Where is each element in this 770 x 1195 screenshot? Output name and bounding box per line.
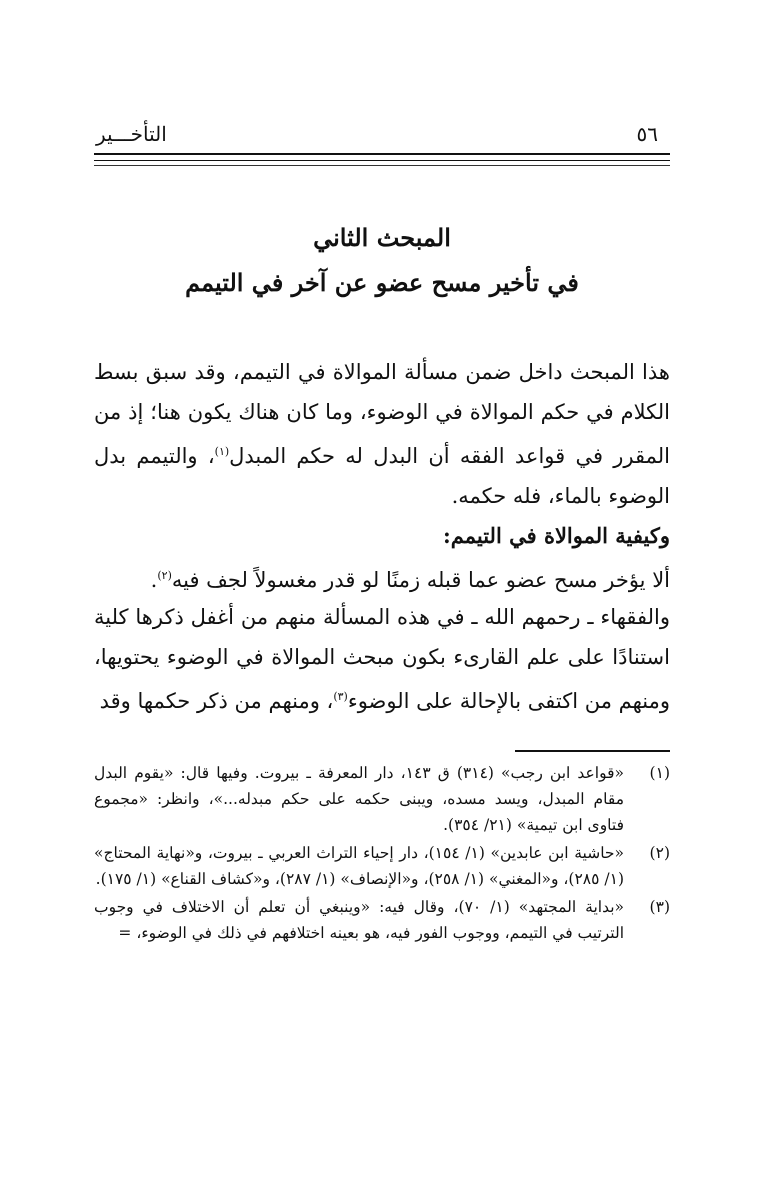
footnote-3-text: «بداية المجتهد» (١/ ٧٠)، وقال فيه: «وينبغي أن تعلم أن الاختلاف في وجوب الترتيب في التيمم، ووجوب الفور فيه، هو بعينه اختلافهم في ذلك في الوضوء، =: [94, 898, 625, 942]
header-rule-thick: [94, 153, 670, 155]
header-rule-dotted: [94, 165, 670, 166]
section-heading: المبحث الثاني: [313, 223, 451, 252]
paragraph-1: [94, 352, 670, 516]
footnotes: [94, 760, 670, 948]
definition-line: [94, 556, 670, 600]
running-header-title: التأخـــير: [96, 122, 167, 146]
footnote-1-number: (١): [649, 764, 670, 782]
header-rule-thin: [94, 160, 670, 161]
paragraph-1-text: هذا المبحث داخل ضمن مسألة الموالاة في التيمم، وقد سبق بسط الكلام في حكم الموالاة في الوضوء، وما كان هناك يكون هنا؛ إذ من المقرر في قواعد الفقه أن البدل له حكم المبدل: [94, 360, 670, 468]
page-number: ٥٦: [636, 122, 658, 146]
footnote-2-text: «حاشية ابن عابدين» (١/ ١٥٤)، دار إحياء التراث العربي ـ بيروت، و«نهاية المحتاج» (١/ ٢٨٥)، و«المغني» (١/ ٢٥٨)، و«الإنصاف» (١/ ٢٨٧)، و«كشاف القناع» (١/ ١٧٥).: [94, 844, 624, 888]
footnote-separator: [515, 750, 670, 752]
footnote-3: [94, 894, 670, 946]
footnote-ref-1[interactable]: (١): [214, 445, 230, 458]
definition-end: .: [150, 568, 158, 592]
paragraph-2: [94, 597, 670, 721]
footnote-2: [94, 840, 670, 892]
section-subheading: في تأخير مسح عضو عن آخر في التيمم: [185, 268, 579, 297]
paragraph-2-text: والفقهاء ـ رحمهم الله ـ في هذه المسألة منهم من أغفل ذكرها كلية استنادًا على علم القارىء بكون مبحث الموالاة في الوضوء يحتويها، ومنهم من اكتفى بالإحالة على الوضوء: [94, 605, 670, 713]
footnote-2-number: (٢): [649, 844, 670, 862]
footnote-1-text: «قواعد ابن رجب» (٣١٤) ق ١٤٣، دار المعرفة ـ بيروت. وفيها قال: «يقوم البدل مقام المبدل، ويسد مسده، ويبنى حكمه على حكم مبدله...»، وانظر: «مجموع فتاوى ابن تيمية» (٢١/ ٣٥٤).: [94, 764, 625, 834]
footnote-1: [94, 760, 670, 838]
paragraph-2-end: ، ومنهم من ذكر حكمها وقد: [99, 689, 334, 713]
footnote-3-number: (٣): [649, 898, 670, 916]
footnote-ref-3[interactable]: (٣): [333, 690, 348, 703]
paragraph-1-end: ، والتيمم بدل الوضوء بالماء، فله حكمه.: [94, 444, 670, 508]
definition-text: ألا يؤخر مسح عضو عما قبله زمنًا لو قدر مغسولاً لجف فيه: [171, 568, 670, 592]
footnote-ref-2[interactable]: (٢): [157, 569, 172, 582]
subheading-muwalat: وكيفية الموالاة في التيمم:: [443, 523, 670, 548]
